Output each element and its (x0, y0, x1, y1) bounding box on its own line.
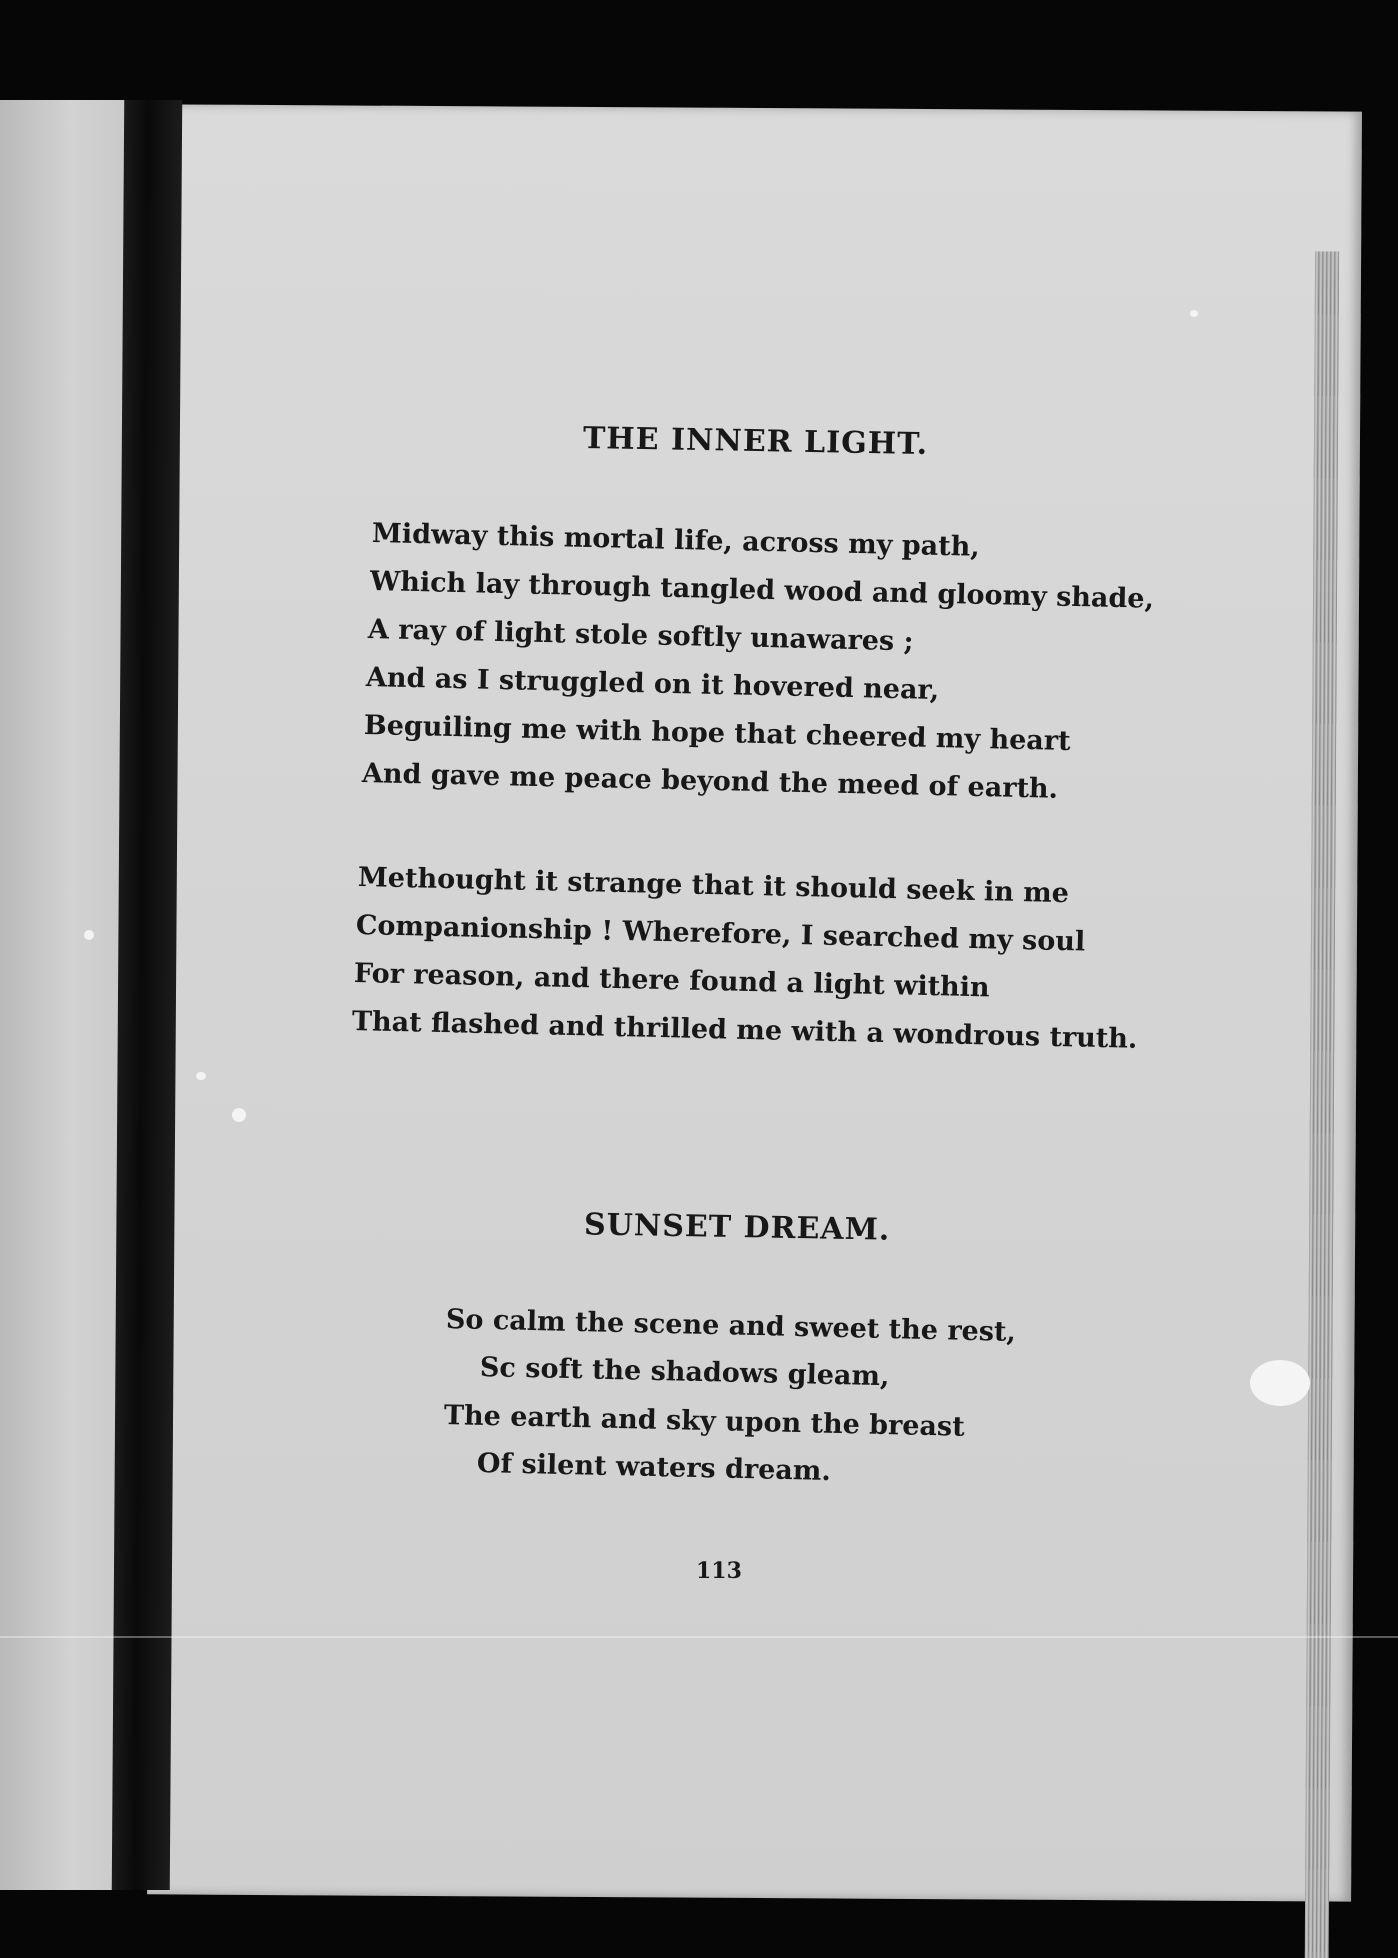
poem-line: And as I struggled on it hovered near, (365, 662, 940, 707)
poem-line: Beguiling me with hope that cheered my heart (363, 710, 1071, 758)
poem-line: Midway this mortal life, across my path, (371, 518, 981, 563)
poem-line: And gave me peace beyond the meed of earth. (361, 758, 1059, 805)
poem-title: SUNSET DREAM. (583, 1207, 891, 1248)
poem-line: The earth and sky upon the breast (443, 1400, 965, 1443)
poem-line: For reason, and there found a light within (353, 958, 990, 1004)
page-number: 113 (696, 1558, 742, 1584)
poem-line: Which lay through tangled wood and gloomy shade, (369, 566, 1155, 615)
poem-line: Of silent waters dream. (476, 1448, 832, 1488)
poem-line: Companionship ! Wherefore, I searched my soul (355, 910, 1086, 958)
poem-line: A ray of light stole softly unawares ; (367, 614, 914, 658)
poem-title: THE INNER LIGHT. (582, 420, 929, 463)
poem-line: That flashed and thrilled me with a wondrous truth. (351, 1006, 1138, 1055)
poem-line: So calm the scene and sweet the rest, (445, 1304, 1017, 1348)
poem-line: Sc soft the shadows gleam, (479, 1352, 890, 1393)
poem-line: Methought it strange that it should seek in me (357, 862, 1070, 910)
